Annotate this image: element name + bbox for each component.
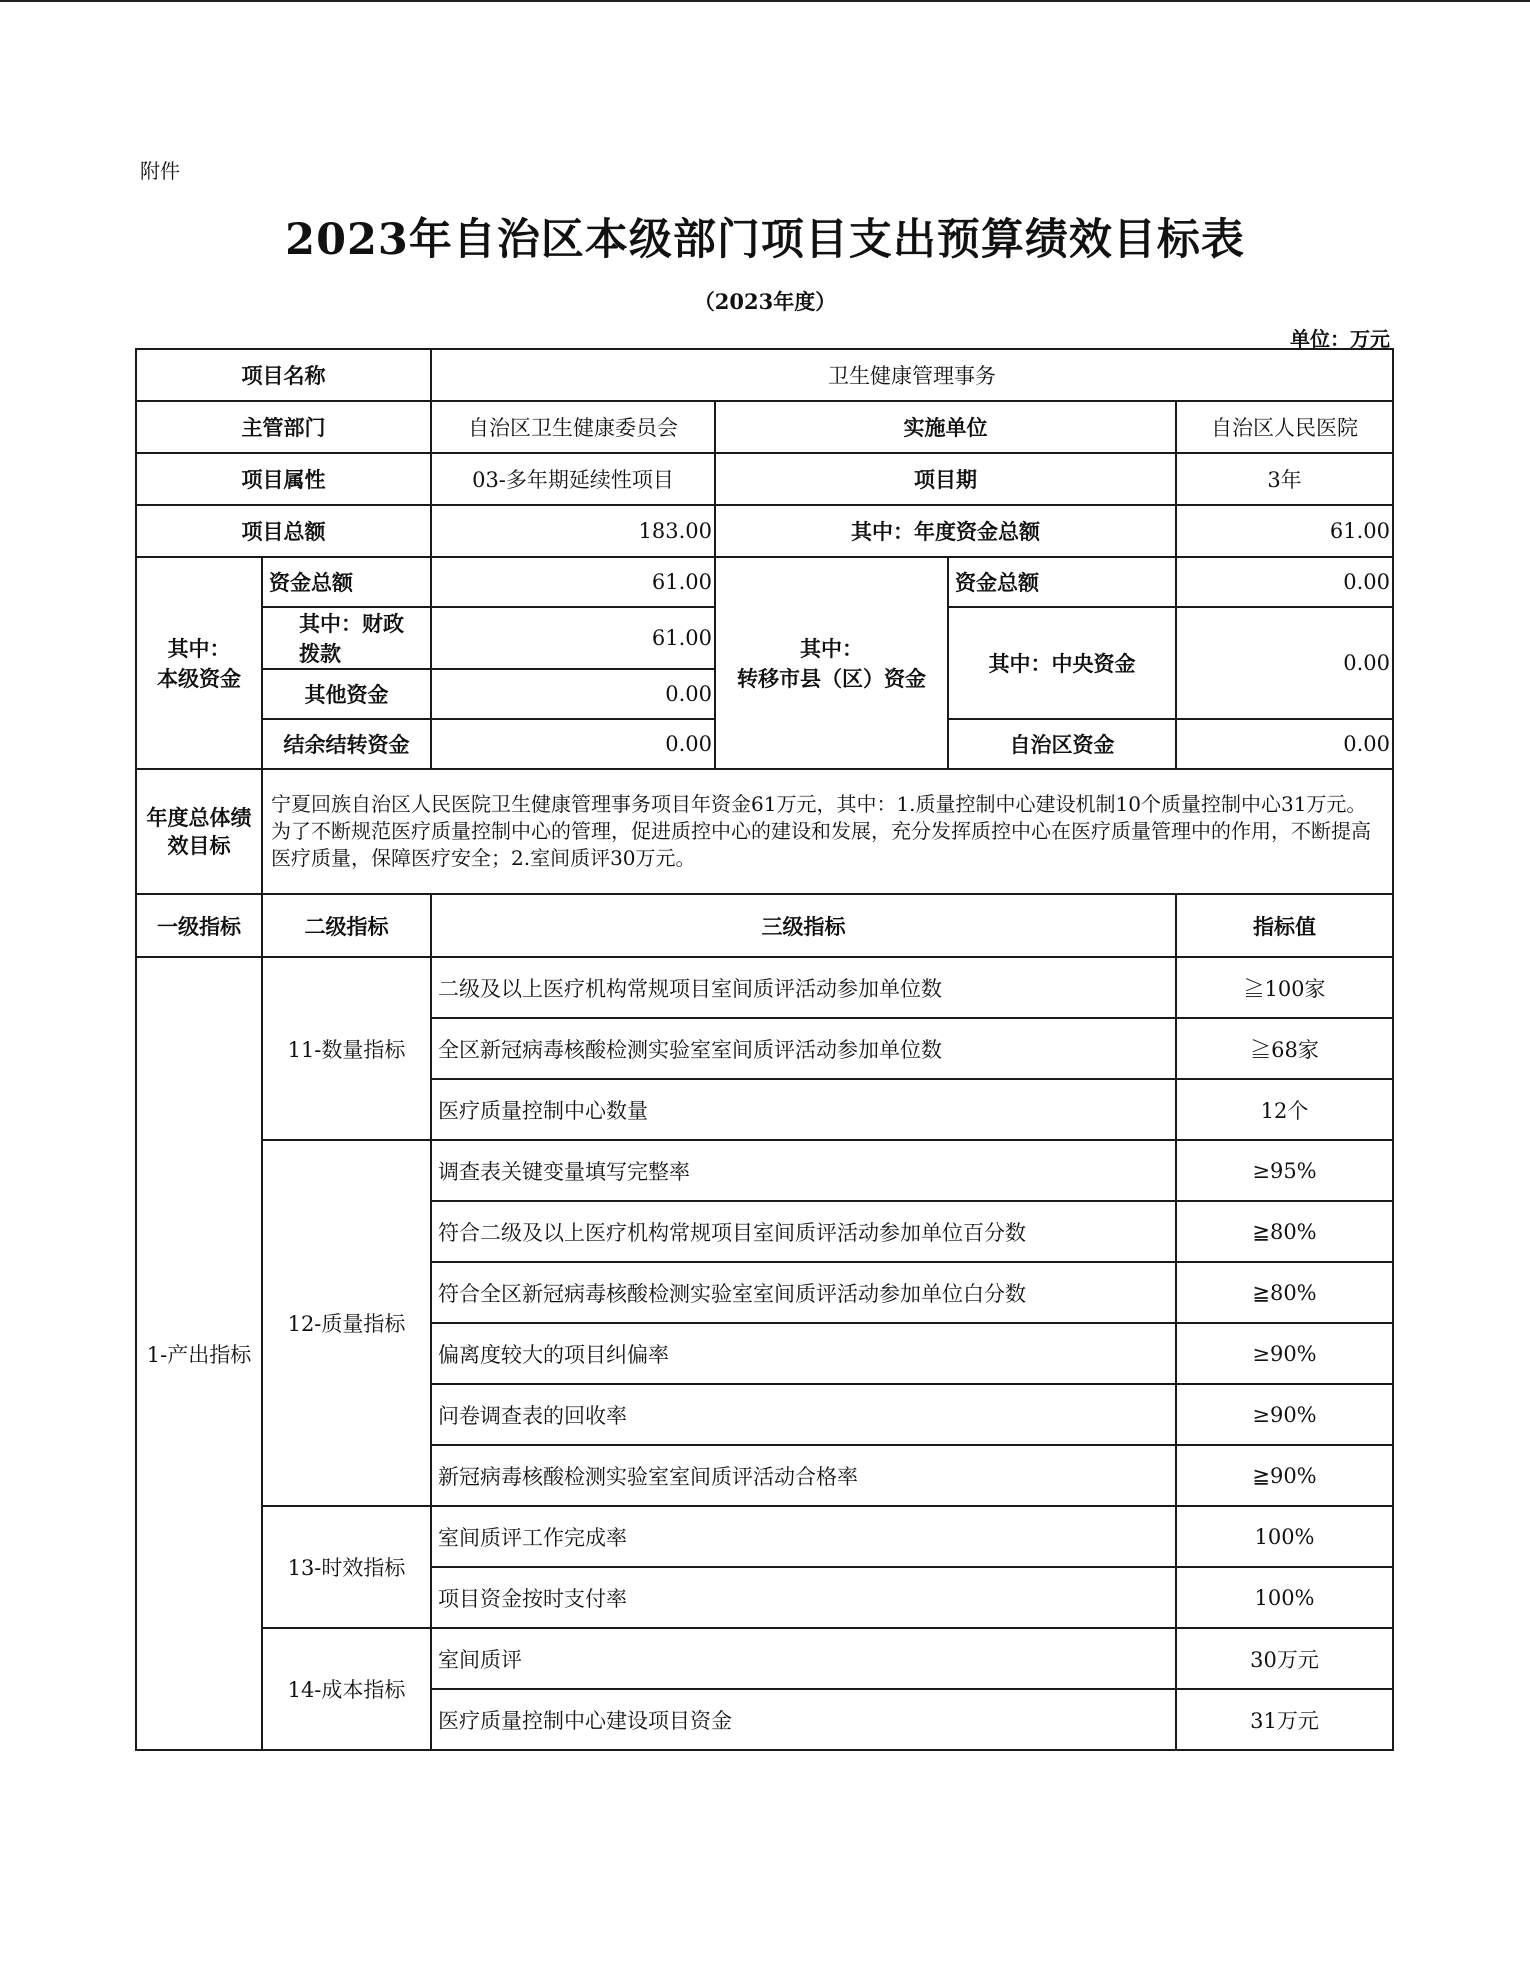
other-value: 0.00 — [431, 669, 715, 719]
indicator-value: 100% — [1176, 1506, 1393, 1567]
local-label-line1: 其中： — [167, 637, 231, 661]
row-project-name — [136, 349, 1393, 401]
local-total-value: 61.00 — [431, 557, 715, 607]
row-dept — [136, 401, 1393, 453]
indicator-name: 调查表关键变量填写完整率 — [431, 1140, 1176, 1201]
annual-label: 其中：年度资金总额 — [715, 505, 1176, 557]
goal-label: 年度总体绩效目标 — [136, 769, 262, 894]
indicator-name: 室间质评工作完成率 — [431, 1506, 1176, 1567]
carry-value: 0.00 — [431, 719, 715, 769]
indicator-value: 31万元 — [1176, 1689, 1393, 1750]
level2-timeliness: 13-时效指标 — [262, 1506, 431, 1628]
region-value: 0.00 — [1176, 719, 1393, 769]
level2-quality: 12-质量指标 — [262, 1140, 431, 1506]
period-value: 3年 — [1176, 453, 1393, 505]
header-value: 指标值 — [1176, 894, 1393, 957]
row-funds-1 — [136, 557, 1393, 607]
other-label: 其他资金 — [262, 669, 431, 719]
unit-label: 单位：万元 — [1290, 327, 1390, 351]
goal-text: 宁夏回族自治区人民医院卫生健康管理事务项目年资金61万元，其中：1.质量控制中心建设机制10个质量控制中心31万元。为了不断规范医疗质量控制中心的管理，促进质控中心的建设和发展，充分发挥质控中心在医疗质量管理中的作用，不断提高医疗质量，保障医疗安全；2.室间质评30万元。 — [262, 769, 1393, 894]
indicator-name: 新冠病毒核酸检测实验室室间质评活动合格率 — [431, 1445, 1176, 1506]
transfer-funds-label — [715, 557, 948, 769]
indicator-header-row — [136, 894, 1393, 957]
indicator-value: ≥90% — [1176, 1384, 1393, 1445]
local-total-label: 资金总额 — [262, 557, 431, 607]
project-name-label: 项目名称 — [136, 349, 431, 401]
page-subtitle: （2023年度） — [693, 289, 837, 314]
indicator-name: 符合二级及以上医疗机构常规项目室间质评活动参加单位百分数 — [431, 1201, 1176, 1262]
fiscal-label: 其中：财政拨款 — [262, 607, 431, 669]
project-name-value: 卫生健康管理事务 — [431, 349, 1393, 401]
fiscal-value: 61.00 — [431, 607, 715, 669]
indicator-row — [136, 1140, 1393, 1201]
dept-label: 主管部门 — [136, 401, 431, 453]
indicator-name: 符合全区新冠病毒核酸检测实验室室间质评活动参加单位白分数 — [431, 1262, 1176, 1323]
transfer-total-value: 0.00 — [1176, 557, 1393, 607]
attr-value: 03-多年期延续性项目 — [431, 453, 715, 505]
top-border-line — [0, 0, 1530, 2]
indicator-value: 30万元 — [1176, 1628, 1393, 1689]
indicator-name: 问卷调查表的回收率 — [431, 1384, 1176, 1445]
total-value: 183.00 — [431, 505, 715, 557]
indicator-row — [136, 957, 1393, 1018]
local-funds-label — [136, 557, 262, 769]
indicator-value: ≧80% — [1176, 1262, 1393, 1323]
attachment-label: 附件 — [140, 159, 180, 183]
indicator-name: 医疗质量控制中心建设项目资金 — [431, 1689, 1176, 1750]
impl-label: 实施单位 — [715, 401, 1176, 453]
performance-target-table — [135, 348, 1394, 1751]
row-total — [136, 505, 1393, 557]
transfer-label-line2: 转移市县（区）资金 — [737, 667, 926, 691]
local-label-line2: 本级资金 — [157, 667, 241, 691]
dept-value: 自治区卫生健康委员会 — [431, 401, 715, 453]
indicator-value: 12个 — [1176, 1079, 1393, 1140]
header-level3: 三级指标 — [431, 894, 1176, 957]
indicator-name: 室间质评 — [431, 1628, 1176, 1689]
annual-value: 61.00 — [1176, 505, 1393, 557]
attr-label: 项目属性 — [136, 453, 431, 505]
indicator-value: 100% — [1176, 1567, 1393, 1628]
transfer-label-line1: 其中： — [800, 637, 863, 661]
indicator-value: ≥90% — [1176, 1323, 1393, 1384]
indicator-name: 医疗质量控制中心数量 — [431, 1079, 1176, 1140]
page-title: 2023年自治区本级部门项目支出预算绩效目标表 — [285, 215, 1245, 265]
indicator-row — [136, 1628, 1393, 1689]
row-goal — [136, 769, 1393, 894]
row-attr — [136, 453, 1393, 505]
region-label: 自治区资金 — [948, 719, 1176, 769]
level2-quantity: 11-数量指标 — [262, 957, 431, 1140]
indicator-value: ≧100家 — [1176, 957, 1393, 1018]
indicator-value: ≧90% — [1176, 1445, 1393, 1506]
header-level2: 二级指标 — [262, 894, 431, 957]
indicator-name: 全区新冠病毒核酸检测实验室室间质评活动参加单位数 — [431, 1018, 1176, 1079]
total-label: 项目总额 — [136, 505, 431, 557]
level2-cost: 14-成本指标 — [262, 1628, 431, 1750]
period-label: 项目期 — [715, 453, 1176, 505]
central-label: 其中：中央资金 — [948, 607, 1176, 719]
indicator-value: ≥95% — [1176, 1140, 1393, 1201]
indicator-value: ≧68家 — [1176, 1018, 1393, 1079]
carry-label: 结余结转资金 — [262, 719, 431, 769]
header-level1: 一级指标 — [136, 894, 262, 957]
level1-output: 1-产出指标 — [136, 957, 262, 1750]
indicator-row — [136, 1506, 1393, 1567]
indicator-name: 二级及以上医疗机构常规项目室间质评活动参加单位数 — [431, 957, 1176, 1018]
indicator-value: ≧80% — [1176, 1201, 1393, 1262]
impl-value: 自治区人民医院 — [1176, 401, 1393, 453]
indicator-name: 项目资金按时支付率 — [431, 1567, 1176, 1628]
indicator-name: 偏离度较大的项目纠偏率 — [431, 1323, 1176, 1384]
central-value: 0.00 — [1176, 607, 1393, 719]
transfer-total-label: 资金总额 — [948, 557, 1176, 607]
